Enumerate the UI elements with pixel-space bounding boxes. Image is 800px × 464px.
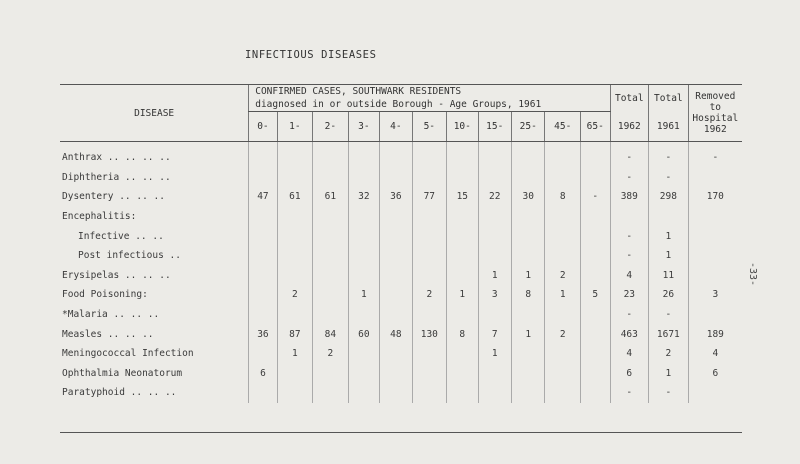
age-group-cell [313,364,349,384]
age-group-cell: 48 [380,324,412,344]
age-group-cell [249,226,277,246]
removed-to-hospital-cell [688,266,742,286]
total-1962-cell: 6 [610,364,649,384]
age-group-cell [313,305,349,325]
age-group-cell [277,266,313,286]
age-group-cell [313,226,349,246]
age-group-header: 10- [447,112,478,142]
age-group-header: 1- [277,112,313,142]
age-group-cell: 2 [412,285,447,305]
age-group-cell [380,364,412,384]
age-group-cell [512,364,545,384]
age-group-cell [545,383,581,403]
age-group-cell [580,364,610,384]
age-group-cell: 5 [580,285,610,305]
age-group-cell [313,383,349,403]
age-group-cell [380,266,412,286]
total-1962-cell: - [610,246,649,266]
age-group-header: 65- [580,112,610,142]
infectious-diseases-table [60,84,742,403]
disease-name: Post infectious .. [78,250,181,262]
table-row [60,324,742,344]
age-group-cell [249,207,277,227]
page-number: -33- [747,262,758,287]
total-1961-cell: 1 [649,364,689,384]
age-group-cell [412,305,447,325]
removed-line2: to [709,102,722,113]
age-group-cell [277,168,313,188]
removed-line3: Hospital [692,113,739,124]
age-group-header: 2- [313,112,349,142]
page-title: INFECTIOUS DISEASES [245,49,377,61]
confirmed-cases-line2: diagnosed in or outside Borough - Age Groups, 1961 [255,99,542,110]
age-group-cell [580,142,610,168]
removed-to-hospital-cell [688,383,742,403]
age-group-cell: 32 [348,187,379,207]
age-group-cell: 8 [545,187,581,207]
removed-to-hospital-header [688,85,742,142]
total-1961-cell: - [649,168,689,188]
total-1962-cell [610,207,649,227]
age-group-cell [380,226,412,246]
total-1962-cell: 23 [610,285,649,305]
total-1962-cell: 463 [610,324,649,344]
age-group-cell: 1 [348,285,379,305]
age-group-cell: 8 [512,285,545,305]
total-1962-cell: - [610,226,649,246]
disease-column-header: DISEASE [60,85,249,142]
age-group-cell [580,383,610,403]
age-group-cell [580,266,610,286]
age-group-header: 0- [249,112,277,142]
total-1961-cell: 26 [649,285,689,305]
age-group-cell [478,383,511,403]
age-group-cell [412,246,447,266]
table-row [60,383,742,403]
age-group-cell: 130 [412,324,447,344]
age-group-cell [412,226,447,246]
age-group-cell [447,207,478,227]
age-group-cell [313,266,349,286]
age-group-cell [412,207,447,227]
age-group-cell [580,168,610,188]
age-group-cell [478,226,511,246]
age-group-cell: 1 [277,344,313,364]
age-group-cell [545,344,581,364]
total-1962-cell: - [610,168,649,188]
age-group-cell [249,246,277,266]
age-group-cell [512,207,545,227]
disease-name: Paratyphoid .. .. .. [62,387,177,399]
age-group-cell [447,344,478,364]
age-group-cell [277,246,313,266]
age-group-cell [380,305,412,325]
age-group-header: 15- [478,112,511,142]
removed-to-hospital-cell: 4 [688,344,742,364]
age-group-cell [313,207,349,227]
age-group-cell [447,142,478,168]
age-group-cell: 15 [447,187,478,207]
age-group-cell [580,324,610,344]
age-group-header: 4- [380,112,412,142]
disease-name: Measles .. .. .. [62,328,154,340]
age-group-cell [580,207,610,227]
age-group-cell [580,305,610,325]
age-group-cell: 8 [447,324,478,344]
age-group-cell [412,344,447,364]
age-group-cell: 7 [478,324,511,344]
age-group-cell [313,142,349,168]
age-group-cell [249,142,277,168]
age-group-cell [348,168,379,188]
age-group-cell: 87 [277,324,313,344]
age-group-cell [348,383,379,403]
age-group-cell: 1 [545,285,581,305]
table-row [60,168,742,188]
age-group-header: 25- [512,112,545,142]
removed-to-hospital-cell: - [688,142,742,168]
age-group-cell: 1 [478,266,511,286]
disease-name: Diphtheria .. .. .. [62,171,171,183]
age-group-cell: 1 [447,285,478,305]
table-row [60,305,742,325]
age-group-cell [447,266,478,286]
age-group-cell: 3 [478,285,511,305]
disease-name: Anthrax .. .. .. .. [62,152,171,164]
total-1962-cell: 389 [610,187,649,207]
age-group-cell [447,383,478,403]
age-group-cell: 61 [277,187,313,207]
age-group-cell [478,364,511,384]
age-group-cell [348,226,379,246]
age-group-cell [313,246,349,266]
total-1962-header-bottom: 1962 [610,112,649,142]
total-1961-cell: 11 [649,266,689,286]
age-group-cell [277,226,313,246]
removed-to-hospital-cell: 189 [688,324,742,344]
age-group-cell: 1 [478,344,511,364]
age-group-cell [545,364,581,384]
age-group-cell [478,168,511,188]
age-group-header: 5- [412,112,447,142]
total-1961-cell: 1 [649,246,689,266]
removed-to-hospital-cell: 3 [688,285,742,305]
age-group-cell: 61 [313,187,349,207]
age-group-cell [545,246,581,266]
table-row [60,285,742,305]
age-group-cell [412,383,447,403]
age-group-cell [249,168,277,188]
age-group-cell [380,142,412,168]
age-group-cell [447,226,478,246]
table-bottom-rule [60,432,742,433]
disease-name: Infective .. .. [78,230,164,242]
age-group-cell [380,168,412,188]
age-group-cell [512,226,545,246]
age-group-cell [447,168,478,188]
removed-to-hospital-cell [688,305,742,325]
age-group-cell [348,246,379,266]
age-group-cell [380,383,412,403]
table-body [60,142,742,403]
table-row [60,142,742,168]
age-group-cell [478,246,511,266]
table-row [60,207,742,227]
age-group-cell [512,305,545,325]
age-group-cell [512,383,545,403]
age-group-cell [447,305,478,325]
age-group-cell: 2 [277,285,313,305]
table-row [60,187,742,207]
age-group-cell: 2 [545,324,581,344]
age-group-cell [313,285,349,305]
table-row [60,344,742,364]
age-group-cell: 47 [249,187,277,207]
age-group-cell [249,305,277,325]
total-1961-cell [649,207,689,227]
disease-name: Food Poisoning: [62,289,148,301]
total-1962-cell: - [610,383,649,403]
age-group-cell [412,266,447,286]
age-group-cell [512,344,545,364]
total-1961-cell: - [649,383,689,403]
age-group-cell: 2 [313,344,349,364]
age-group-cell [277,142,313,168]
removed-to-hospital-cell: 170 [688,187,742,207]
age-group-cell [412,142,447,168]
removed-to-hospital-cell [688,207,742,227]
age-group-cell: 1 [512,324,545,344]
age-group-cell [512,246,545,266]
age-group-cell [512,168,545,188]
age-group-cell [447,364,478,384]
age-group-cell [512,142,545,168]
total-1961-cell: - [649,142,689,168]
total-1962-cell: - [610,142,649,168]
age-group-cell [277,207,313,227]
disease-name: Meningococcal Infection [62,348,194,360]
age-group-cell [478,207,511,227]
age-group-cell [380,285,412,305]
age-group-cell [580,246,610,266]
removed-to-hospital-cell [688,226,742,246]
age-group-cell: 77 [412,187,447,207]
total-1962-cell: 4 [610,344,649,364]
removed-line1: Removed [695,91,736,102]
age-group-cell [545,226,581,246]
age-group-cell [380,207,412,227]
age-group-cell [580,344,610,364]
table-row [60,266,742,286]
total-1961-cell: - [649,305,689,325]
age-group-cell [348,207,379,227]
age-group-header: 3- [348,112,379,142]
removed-to-hospital-cell [688,246,742,266]
age-group-cell: - [580,187,610,207]
table-row [60,226,742,246]
table-row [60,364,742,384]
age-group-cell [412,364,447,384]
age-group-cell [545,142,581,168]
age-group-cell [580,226,610,246]
total-1962-cell: - [610,305,649,325]
age-group-cell [545,207,581,227]
removed-to-hospital-cell: 6 [688,364,742,384]
age-group-cell: 84 [313,324,349,344]
disease-name: *Malaria .. .. .. [62,309,160,321]
table-row [60,246,742,266]
disease-name: Encephalitis: [62,211,137,223]
confirmed-cases-line1: CONFIRMED CASES, SOUTHWARK RESIDENTS [255,86,462,97]
age-group-cell [277,364,313,384]
age-group-cell: 2 [545,266,581,286]
age-group-cell [412,168,447,188]
age-group-cell [545,305,581,325]
age-group-cell [313,168,349,188]
total-1962-cell: 4 [610,266,649,286]
age-group-header: 45- [545,112,581,142]
age-group-cell: 36 [380,187,412,207]
age-group-cell [277,383,313,403]
age-group-cell [545,168,581,188]
age-group-cell [249,383,277,403]
total-1961-cell: 1671 [649,324,689,344]
age-group-cell [348,305,379,325]
age-group-cell [277,305,313,325]
age-group-cell [249,266,277,286]
age-group-cell: 6 [249,364,277,384]
removed-line4: 1962 [703,124,727,135]
age-group-cell [447,246,478,266]
age-group-cell [380,344,412,364]
total-1961-cell: 2 [649,344,689,364]
age-group-cell: 30 [512,187,545,207]
confirmed-cases-header [249,85,610,112]
age-group-cell [249,344,277,364]
total-1961-cell: 1 [649,226,689,246]
age-group-cell [478,305,511,325]
age-group-cell [348,266,379,286]
age-group-cell: 36 [249,324,277,344]
total-1962-header-top: Total [610,85,649,112]
total-1961-header-bottom: 1961 [649,112,689,142]
total-1961-header-top: Total [649,85,689,112]
age-group-cell [478,142,511,168]
total-1961-cell: 298 [649,187,689,207]
age-group-cell [348,142,379,168]
disease-name: Erysipelas .. .. .. [62,269,171,281]
age-group-cell: 22 [478,187,511,207]
disease-name: Dysentery .. .. .. [62,191,165,203]
age-group-cell [380,246,412,266]
age-group-cell [348,364,379,384]
removed-to-hospital-cell [688,168,742,188]
age-group-cell: 60 [348,324,379,344]
age-group-cell [348,344,379,364]
age-group-cell: 1 [512,266,545,286]
disease-name: Ophthalmia Neonatorum [62,367,183,379]
age-group-cell [249,285,277,305]
